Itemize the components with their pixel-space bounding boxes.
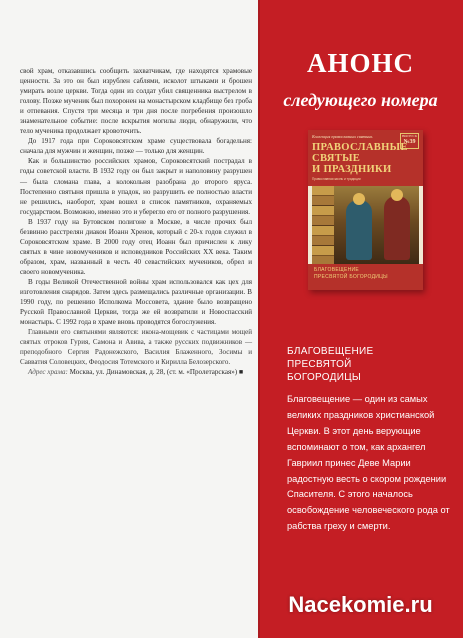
feature-heading-line: БЛАГОВЕЩЕНИЕ: [287, 346, 374, 357]
feature-heading-line: БОГОРОДИЦЫ: [287, 372, 362, 383]
icon-border-strip: [312, 186, 334, 264]
cover-title: [312, 142, 420, 175]
cover-issue-label: ВЫПУСК: [401, 134, 418, 138]
cover-title-line: ПРАВОСЛАВНЫЕ: [312, 142, 408, 153]
virgin-mary-figure: [384, 196, 410, 260]
cover-title-line: СВЯТЫЕ: [312, 153, 361, 164]
feature-heading-line: ПРЕСВЯТОЙ: [287, 359, 352, 370]
cover-header: [308, 130, 423, 186]
article-paragraph: До 1917 года при Сороковсятском храме существовала богадельня: сначала для мужчин и женщин, позже — только для женщин.: [20, 137, 252, 156]
article-paragraph: В 1937 году на Бутовском полигоне в Москве, в числе прочих был безвинно расстрелян диакон Иоанн Хренов, который с 20-х годов служил в Сороковсятском храме. В 2000 году отец Иоанн был причислен к лику святых в чине новомучеников и исповедников Российских XX века. Таким образом, храм, названный в честь 40 севастийских мучеников, обрел и своего новомученика.: [20, 217, 252, 276]
article-paragraph: В годы Великой Отечественной войны храм использовался как цех для изготовления снарядов. Затем здесь размещались различные организации. В 1990 году, по решению Исполкома Моссовета, здание было возвращено Русской Православной Церкви, тогда же ей возвратили и Новоспасский монастырь. С 1992 года в храме вновь проводятся богослужения.: [20, 277, 252, 327]
article-paragraph: Главными его святынями являются: икона-мощевик с частицами мощей святых отроков Гурия, Самона и Авива, а также русских подвижников — преподобного Сергия Радонежского, Василия Блаженного, Зосимы и Савватия Соловецких, Феодосия Тотемского и Кирилла Белозерского.: [20, 328, 252, 367]
cover-feature: [314, 267, 418, 281]
address-value: Москва, ул. Динамовская, д. 28, (ст. м. «Пролетарская»): [69, 368, 238, 377]
cover-issue-number: №39: [403, 139, 416, 145]
cover-title-line: И ПРАЗДНИКИ: [312, 164, 392, 175]
feature-description: Благовещение — один из самых великих праздников христианской Церкви. В этот день верующие вспоминают о том, как архангел Гавриил принес Деве Марии радостную весть о скором рождении Спасителя. С этого началось освобождение человеческого рода от рабства греху и смерти.: [287, 394, 450, 532]
watermark: Nacekomie.ru: [288, 592, 433, 617]
cover-icon-image: [312, 186, 419, 264]
announcement-subtitle: следующего номера: [283, 90, 438, 110]
article-paragraph: Как и большинство российских храмов, Сороковсятский пострадал в годы советской власти. В 1932 году он был закрыт и наполовину разрушен — была сломана глава, а колокольня разобрана до второго яруса. Постепенно святыня пришла в упадок, но разрушить ее полностью власти не решились, наоборот, храм вошел в список памятников, охраняемых государством. Возможно, именно это и уберегло его от полного разрушения.: [20, 157, 252, 216]
archangel-figure: [346, 200, 372, 260]
cover-feature-line: ПРЕСВЯТОЙ БОГОРОДИЦЫ: [314, 274, 388, 280]
magazine-cover: [308, 130, 423, 290]
cover-series: Коллекция православных святынь: [312, 134, 373, 139]
article-paragraph: свой храм, отказавшись сообщить захватчикам, где находятся храмовые ценности. За это он был изрублен саблями, исколот штыками и брошен умирать возле церкви. Тогда один из солдат убил священника выстрелом в голову. Позже мученик был похоронен на монастырском кладбище без гроба и отпевания. Спустя три месяца и три дня после погребения произошло знаменательное событие: после вскрытия могилы люди, обнаружили, что тело мученика продолжает кровоточить.: [20, 67, 252, 136]
address-line: [20, 367, 252, 377]
cover-footer: [308, 264, 423, 290]
feature-heading: [287, 345, 447, 384]
address-label: Адрес храма:: [28, 368, 68, 377]
article-body: [20, 66, 252, 377]
cover-feature-line: БЛАГОВЕЩЕНИЕ: [314, 267, 360, 273]
cover-tagline: Православная жизнь и традиции: [312, 177, 361, 181]
end-mark: ■: [238, 368, 244, 377]
announcement-title: АНОНС: [306, 48, 414, 78]
